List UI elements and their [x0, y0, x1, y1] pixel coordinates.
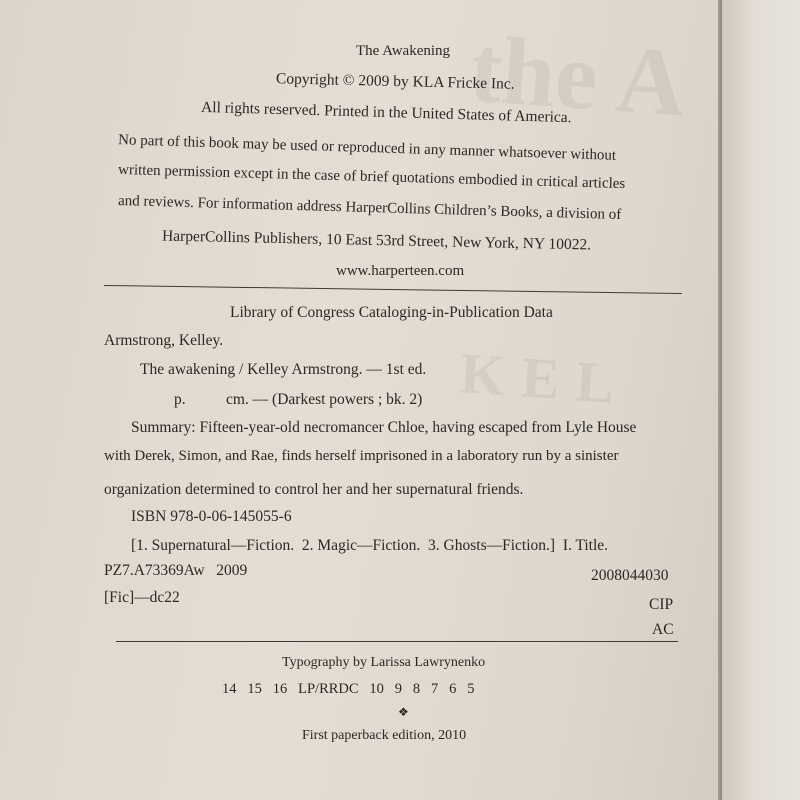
- permission-line-4: HarperCollins Publishers, 10 East 53rd Street, New York, NY 10022.: [161, 227, 592, 254]
- printing-line: 14 15 16 LP/RRDC 10 9 8 7 6 5: [222, 681, 475, 697]
- bottom-divider: [116, 641, 678, 642]
- cip-lccn: 2008044030: [591, 567, 669, 584]
- facing-page: [722, 0, 800, 800]
- cip-title-line: The awakening / Kelley Armstrong. — 1st ed.: [140, 361, 427, 378]
- website: www.harperteen.com: [336, 263, 465, 279]
- rights-line: All rights reserved. Printed in the United States of America.: [200, 98, 572, 127]
- cip-class-number: PZ7.A73369Aw 2009: [104, 562, 248, 579]
- permission-line-2: written permission except in the case of brief quotations embodied in critical articles: [117, 161, 626, 193]
- cip-summary-line-2: with Derek, Simon, and Rae, finds herself imprisoned in a laboratory run by a sinister: [104, 448, 619, 464]
- show-through-title: the A: [466, 14, 690, 137]
- book-title: The Awakening: [356, 43, 451, 59]
- top-divider: [104, 285, 682, 294]
- cip-code: CIP: [649, 596, 674, 613]
- show-through-author: KEL: [457, 340, 633, 417]
- typography-credit: Typography by Larissa Lawrynenko: [282, 655, 486, 670]
- cip-subjects: [1. Supernatural—Fiction. 2. Magic—Fiction. 3. Ghosts—Fiction.] I. Title.: [131, 537, 609, 554]
- cip-author: Armstrong, Kelley.: [104, 332, 224, 349]
- cip-summary-line-1: Summary: Fifteen-year-old necromancer Chloe, having escaped from Lyle House: [131, 419, 637, 436]
- ornament: ❖: [398, 705, 409, 719]
- cip-isbn: ISBN 978-0-06-145055-6: [131, 508, 292, 525]
- ac-code: AC: [652, 621, 674, 638]
- cip-pages-label: p.: [174, 391, 186, 408]
- permission-line-3: and reviews. For information address HarperCollins Children’s Books, a division of: [117, 192, 622, 224]
- cip-physical: cm. — (Darkest powers ; bk. 2): [226, 391, 423, 408]
- cip-dewey: [Fic]—dc22: [104, 589, 180, 606]
- edition-line: First paperback edition, 2010: [302, 728, 467, 743]
- cip-summary-line-3: organization determined to control her and her supernatural friends.: [104, 481, 524, 498]
- permission-line-1: No part of this book may be used or reproduced in any manner whatsoever without: [117, 132, 617, 164]
- copyright-line: Copyright © 2009 by KLA Fricke Inc.: [275, 70, 515, 93]
- cip-heading: Library of Congress Cataloging-in-Publication Data: [230, 304, 553, 321]
